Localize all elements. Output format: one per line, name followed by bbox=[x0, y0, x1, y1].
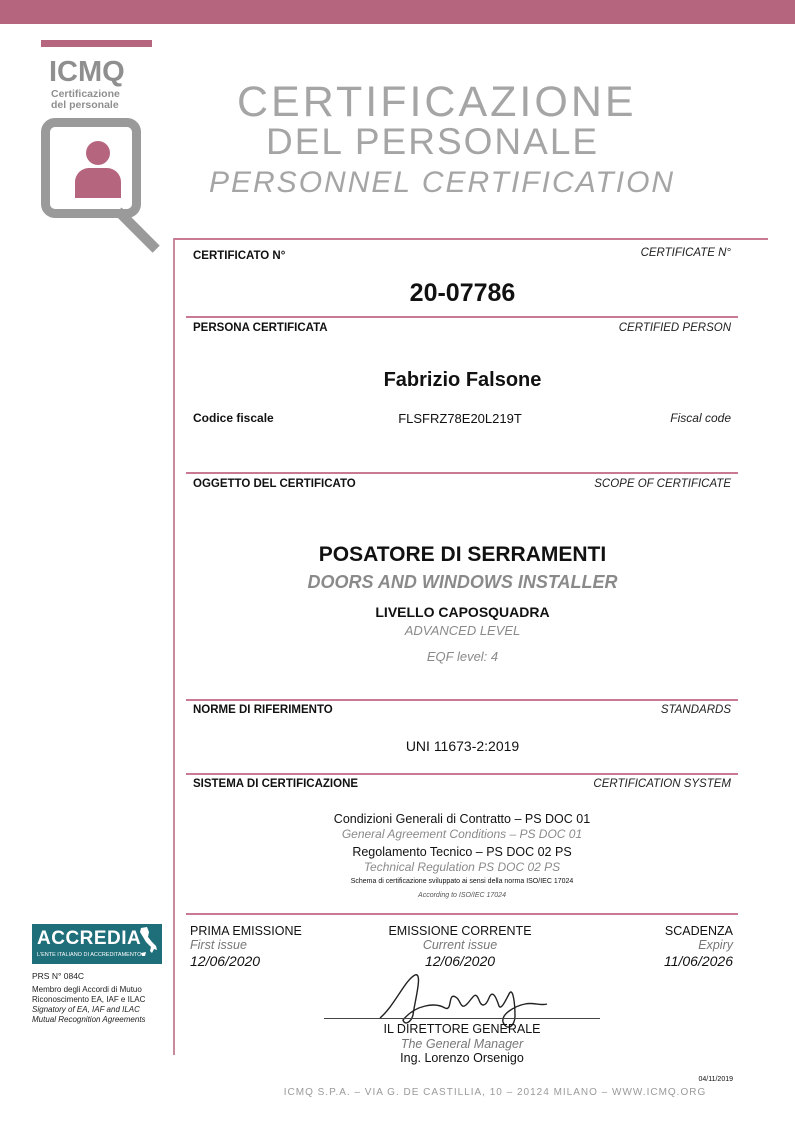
scope-label-it: OGGETTO DEL CERTIFICATO bbox=[193, 478, 356, 490]
title-line-3: PERSONNEL CERTIFICATION bbox=[209, 166, 676, 199]
accredia-prs: PRS N° 084C bbox=[32, 971, 85, 981]
first-issue-label-en: First issue bbox=[190, 938, 247, 952]
expiry-label-en: Expiry bbox=[698, 938, 733, 952]
system-line1-en: General Agreement Conditions – PS DOC 01 bbox=[341, 827, 583, 841]
system-line1-it: Condizioni Generali di Contratto – PS DOC 01 bbox=[333, 812, 591, 826]
current-issue-label-it: EMISSIONE CORRENTE bbox=[388, 924, 532, 938]
fiscal-code-label-it: Codice fiscale bbox=[193, 411, 274, 425]
current-issue-date: 12/06/2020 bbox=[424, 953, 496, 969]
logo-accent-bar bbox=[41, 40, 152, 47]
person-label-it: PERSONA CERTIFICATA bbox=[193, 322, 328, 334]
certificate-label-it: CERTIFICATO N° bbox=[193, 250, 286, 262]
scope-label-en: SCOPE OF CERTIFICATE bbox=[594, 478, 731, 490]
accredia-text-block: Membro degli Accordi di Mutuo Riconoscimento EA, IAF e ILAC Signatory of EA, IAF and ILAC Mutual Recognition Agreements bbox=[32, 985, 146, 1024]
accredia-subtitle: L'ENTE ITALIANO DI ACCREDITAMENTO bbox=[37, 952, 142, 958]
divider bbox=[174, 238, 768, 240]
person-icon-head bbox=[86, 141, 110, 165]
expiry-label-it: SCADENZA bbox=[664, 924, 733, 938]
signature-role-en: The General Manager bbox=[400, 1037, 524, 1051]
first-issue-date: 12/06/2020 bbox=[190, 953, 261, 969]
scope-level-it: LIVELLO CAPOSQUADRA bbox=[375, 604, 550, 620]
system-line2-en: Technical Regulation PS DOC 02 PS bbox=[363, 860, 561, 874]
logo-q-tail bbox=[114, 207, 159, 252]
certificate-number: 20-07786 bbox=[409, 279, 516, 307]
system-note-en: According to ISO/IEC 17024 bbox=[418, 892, 506, 899]
fiscal-code-label-en: Fiscal code bbox=[670, 411, 731, 425]
left-rule bbox=[173, 238, 175, 1055]
divider bbox=[186, 472, 738, 474]
scope-level-en: ADVANCED LEVEL bbox=[404, 623, 521, 638]
logo-subtitle: Certificazione del personale bbox=[51, 88, 120, 111]
system-line2-it: Regolamento Tecnico – PS DOC 02 PS bbox=[352, 845, 572, 859]
system-label-en: CERTIFICATION SYSTEM bbox=[593, 778, 731, 790]
system-label-it: SISTEMA DI CERTIFICAZIONE bbox=[193, 778, 359, 790]
logo-text: ICMQ bbox=[49, 56, 125, 88]
divider bbox=[186, 316, 738, 318]
footer-address: ICMQ S.P.A. – VIA G. DE CASTILLIA, 10 – 20124 MILANO – WWW.ICMQ.ORG bbox=[283, 1087, 707, 1098]
document-date: 04/11/2019 bbox=[698, 1076, 733, 1083]
system-note-it: Schema di certificazione sviluppato ai sensi della norma ISO/IEC 17024 bbox=[350, 878, 574, 885]
certificate-label-en: CERTIFICATE N° bbox=[640, 247, 731, 259]
divider bbox=[186, 699, 738, 701]
standards-label-it: NORME DI RIFERIMENTO bbox=[193, 704, 333, 716]
title-line-1: CERTIFICAZIONE bbox=[237, 78, 637, 126]
italy-map-icon bbox=[137, 926, 159, 958]
person-label-en: CERTIFIED PERSON bbox=[618, 322, 731, 334]
standards-value: UNI 11673-2:2019 bbox=[405, 738, 520, 754]
expiry-date: 11/06/2026 bbox=[663, 953, 733, 969]
divider bbox=[186, 773, 738, 775]
first-issue-label-it: PRIMA EMISSIONE bbox=[190, 924, 302, 938]
signature-line bbox=[324, 1018, 600, 1019]
person-icon-body bbox=[75, 168, 121, 198]
person-name: Fabrizio Falsone bbox=[383, 369, 542, 391]
standards-label-en: STANDARDS bbox=[660, 704, 731, 716]
scope-title-it: POSATORE DI SERRAMENTI bbox=[318, 543, 607, 566]
top-band bbox=[0, 0, 795, 24]
title-line-2: DEL PERSONALE bbox=[266, 121, 600, 162]
scope-title-en: DOORS AND WINDOWS INSTALLER bbox=[307, 572, 618, 592]
eqf-level: EQF level: 4 bbox=[426, 649, 499, 664]
divider bbox=[186, 913, 738, 915]
signature-role-it: IL DIRETTORE GENERALE bbox=[383, 1022, 541, 1036]
current-issue-label-en: Current issue bbox=[422, 938, 498, 952]
accredia-name: ACCREDIA bbox=[37, 928, 142, 949]
signature-name: Ing. Lorenzo Orsenigo bbox=[400, 1051, 524, 1065]
fiscal-code-value: FLSFRZ78E20L219T bbox=[398, 411, 522, 426]
